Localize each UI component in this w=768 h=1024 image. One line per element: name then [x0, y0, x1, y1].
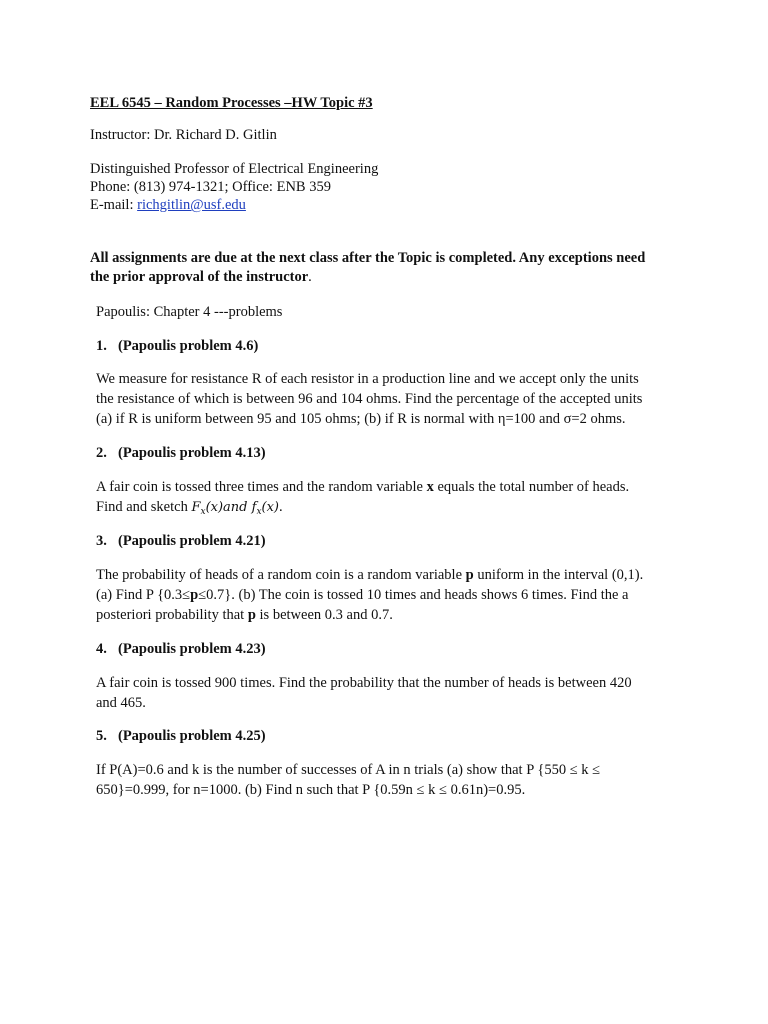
math-symbol: and — [223, 500, 252, 515]
random-variable: x — [426, 479, 434, 495]
problem-text-line — [96, 497, 283, 518]
problem-heading — [96, 531, 266, 551]
text-segment: The probability of heads of a random coin is a random variable — [96, 567, 466, 583]
problem-text-line: We measure for resistance R of each resistor in a production line and we accept only the units — [96, 371, 639, 387]
problem-heading — [96, 726, 266, 746]
math-subscript: x — [200, 507, 206, 517]
text-segment: uniform in the interval (0,1). — [473, 567, 644, 583]
problem-title: (Papoulis problem 4.21) — [118, 533, 266, 549]
math-symbol: F — [191, 500, 201, 515]
instructor-line: Instructor: Dr. Richard D. Gitlin — [90, 127, 277, 143]
notice-end: . — [308, 269, 312, 285]
problem-text-line: and 465. — [96, 695, 146, 711]
notice-bold-text: the prior approval of the instructor — [90, 269, 309, 285]
random-variable: p — [190, 587, 199, 603]
text-segment: posteriori probability that — [96, 607, 248, 623]
email-line — [90, 195, 246, 215]
problem-title: (Papoulis problem 4.23) — [118, 641, 266, 657]
math-symbol: (x) — [261, 500, 279, 515]
problem-text-line: the resistance of which is between 96 and 104 ohms. Find the percentage of the accepted units — [96, 391, 643, 407]
text-segment: (a) Find P {0.3≤ — [96, 587, 191, 603]
math-expression — [191, 500, 279, 515]
text-segment: equals the total number of heads. — [433, 479, 630, 495]
notice-line-1: All assignments are due at the next class after the Topic is completed. Any exceptions need — [90, 250, 646, 266]
contact-line: Phone: (813) 974-1321; Office: ENB 359 — [90, 179, 331, 195]
math-symbol: f — [251, 500, 257, 515]
problem-text-line — [96, 605, 393, 625]
text-segment: A fair coin is tossed three times and the random variable — [96, 479, 427, 495]
text-segment: is between 0.3 and 0.7. — [255, 607, 393, 623]
text-segment: ≤0.7}. (b) The coin is tossed 10 times and heads shows 6 times. Find the a — [198, 587, 629, 603]
email-label: E-mail: — [90, 197, 138, 213]
email-link[interactable]: richgitlin@usf.edu — [137, 197, 246, 213]
problem-title: (Papoulis problem 4.6) — [118, 338, 259, 354]
random-variable: p — [465, 567, 474, 583]
problem-text-line: 650}=0.999, for n=1000. (b) Find n such that P {0.59n ≤ k ≤ 0.61n)=0.95. — [96, 782, 526, 798]
problem-text-line: A fair coin is tossed 900 times. Find the probability that the number of heads is between 420 — [96, 675, 632, 691]
problem-number: 2. — [96, 445, 107, 461]
problem-text-line: If P(A)=0.6 and k is the number of successes of A in n trials (a) show that P {550 ≤ k ≤ — [96, 762, 601, 778]
text-segment: . — [279, 499, 283, 515]
problem-heading — [96, 336, 258, 356]
problem-title: (Papoulis problem 4.13) — [118, 445, 266, 461]
text-segment: Find and sketch — [96, 499, 192, 515]
problem-number: 4. — [96, 641, 107, 657]
problem-text-line — [96, 477, 629, 497]
chapter-line: Papoulis: Chapter 4 ---problems — [96, 304, 283, 320]
problem-heading — [96, 639, 266, 659]
problem-number: 5. — [96, 728, 107, 744]
math-subscript: x — [256, 507, 262, 517]
page-title: EEL 6545 – Random Processes –HW Topic #3 — [90, 95, 373, 111]
problem-text-line — [96, 585, 629, 605]
problem-heading — [96, 443, 266, 463]
problem-number: 3. — [96, 533, 107, 549]
problem-text-line — [96, 565, 643, 585]
problem-number: 1. — [96, 338, 107, 354]
problem-title: (Papoulis problem 4.25) — [118, 728, 266, 744]
position-line: Distinguished Professor of Electrical Engineering — [90, 161, 379, 177]
random-variable: p — [247, 607, 256, 623]
math-symbol: (x) — [205, 500, 224, 515]
problem-text-line: (a) if R is uniform between 95 and 105 ohms; (b) if R is normal with η=100 and σ=2 ohms. — [96, 411, 626, 427]
notice-line-2 — [90, 267, 312, 287]
